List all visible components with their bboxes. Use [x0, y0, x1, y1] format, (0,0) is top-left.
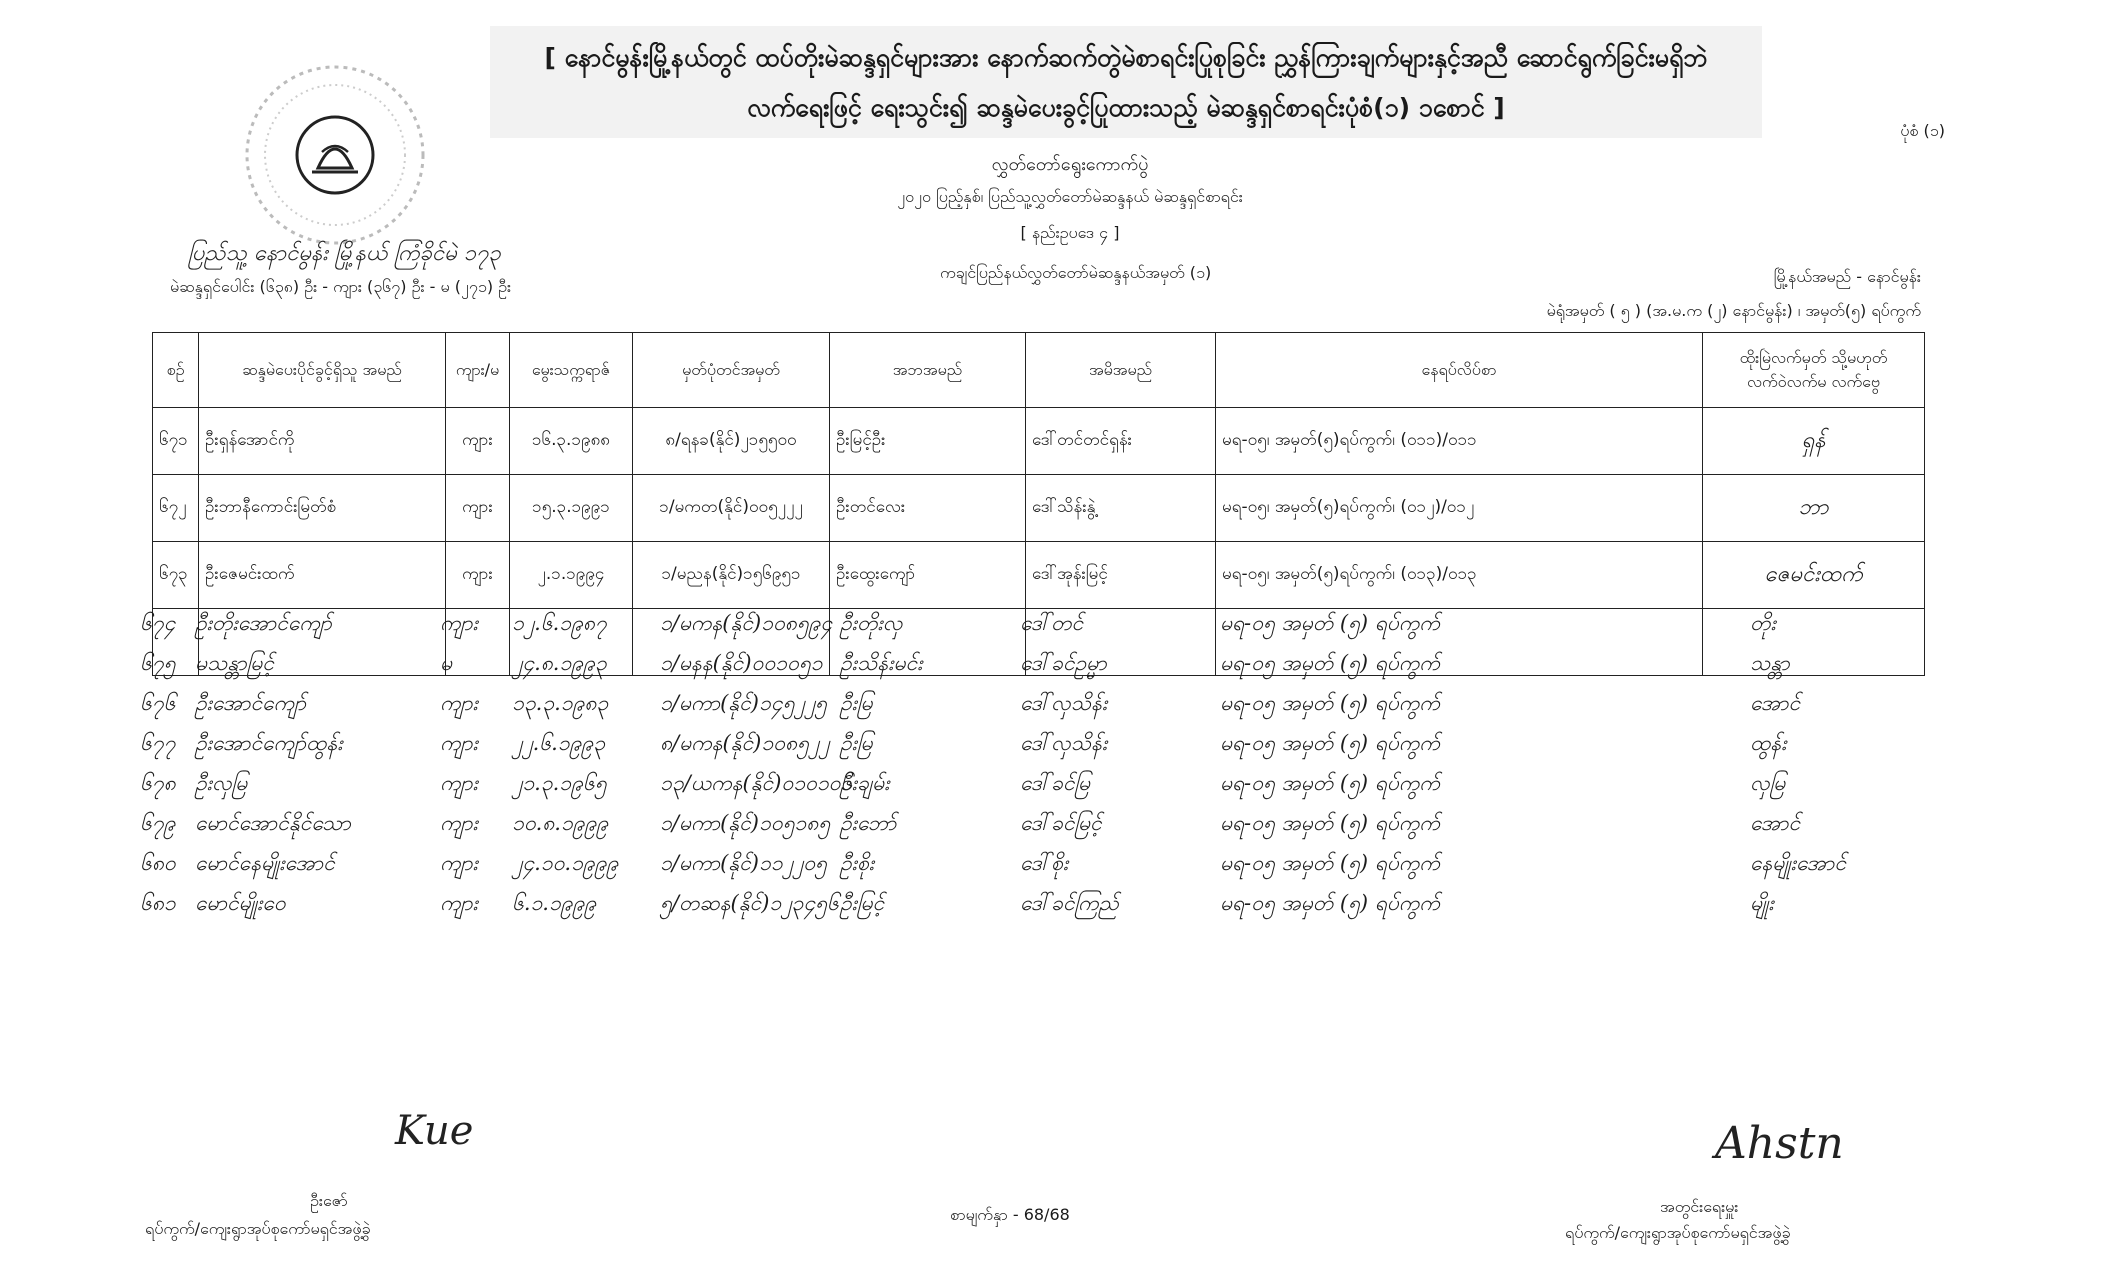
hw-serial: ၆၇၆ [140, 691, 176, 715]
right-signatory-title: ရပ်ကွက်/ကျေးရွာအုပ်စုကော်မရှင်အဖွဲ့ခွဲ [1565, 1223, 1791, 1242]
cell-gender: ကျား [446, 542, 510, 609]
banner-line-1: [ နောင်မွန်းမြို့နယ်တွင် ထပ်တိုးမဲဆန္ဒရှင်များအား နောက်ဆက်တွဲမဲစာရင်းပြုစုခြင်း ညွှန်ကြားချက်များနှင့်အညီ ဆောင်ရွက်ခြင်းမရှိဘဲ [544, 43, 1708, 72]
cell-mother: ဒေါ်တင်တင်ရှန်း [1026, 408, 1216, 475]
hw-signature: အောင် [1750, 811, 1801, 835]
cell-name: ဦးဘာနီကောင်းမြတ်စံ [199, 475, 446, 542]
right-signatory-name: အတွင်းရေးမှူး [1660, 1197, 1739, 1216]
hw-gender: ကျား [440, 811, 478, 835]
hw-gender: မ [440, 651, 452, 675]
hw-signature: အောင် [1750, 691, 1801, 715]
constituency: ကချင်ပြည်နယ်လွှတ်တော်မဲဆန္ဒနယ်အမှတ် (၁) [940, 263, 1212, 282]
hw-nrc: ၁/မကာ(နိုင်)၁၀၅၁၈၅ [660, 811, 831, 835]
cell-serial: ၆၇၁ [153, 408, 199, 475]
handwritten-row [140, 810, 1930, 850]
hw-father: ဦးသိန်းမင်း [840, 651, 923, 675]
header-address: နေရပ်လိပ်စာ [1216, 333, 1703, 408]
hw-serial: ၆၇၈ [140, 771, 176, 795]
header-father: အဘအမည် [830, 333, 1026, 408]
hw-address: မရ-၀၅ အမှတ် (၅) ရပ်ကွက် [1220, 891, 1440, 915]
cell-name: ဦးဇေမင်းထက် [199, 542, 446, 609]
handwritten-row [140, 650, 1930, 690]
hw-name: မောင်မျိုးဝေ [195, 891, 286, 915]
hw-mother: ဒေါ်ခင်ကြည် [1020, 891, 1119, 915]
header-gender: ကျား/မ [446, 333, 510, 408]
cell-dob: ၁၆.၃.၁၉၈၈ [510, 408, 633, 475]
hw-signature: ထွန်း [1750, 731, 1787, 755]
hw-mother: ဒေါ်စိုး [1020, 851, 1069, 875]
handwritten-row [140, 770, 1930, 810]
voter-totals: မဲဆန္ဒရှင်ပေါင်း (၆၃၈) ဦး - ကျား (၃၆၇) ဦး - မ (၂၇၁) ဦး [170, 277, 512, 296]
cell-nrc: ၈/ရနခ(နိုင်)၂၁၅၅၀၀ [633, 408, 830, 475]
hw-serial: ၆၇၇ [140, 731, 176, 755]
header-signature: ထိုးမြဲလက်မှတ် သို့မဟုတ် လက်ဝဲလက်မ လက်ဗွေ [1703, 333, 1925, 408]
banner-line-2: လက်ရေးဖြင့် ရေးသွင်း၍ ဆန္ဒမဲပေးခွင့်ပြုထားသည့် မဲဆန္ဒရှင်စာရင်းပုံစံ(၁) ၁စောင် ] [747, 93, 1505, 122]
hw-signature: လှမြ [1750, 771, 1786, 795]
cell-address: မရ-၀၅၊ အမှတ်(၅)ရပ်ကွက်၊ (၀၁၁)/၀၁၁ [1216, 408, 1703, 475]
header-name: ဆန္ဒမဲပေးပိုင်ခွင့်ရှိသူ အမည် [199, 333, 446, 408]
hw-signature: နေမျိုးအောင် [1750, 851, 1847, 875]
handwritten-row [140, 890, 1930, 930]
cell-signature: ရှန် [1703, 408, 1925, 475]
hw-gender: ကျား [440, 771, 478, 795]
hw-gender: ကျား [440, 611, 478, 635]
handwritten-row [140, 610, 1930, 650]
hw-mother: ဒေါ်တင် [1020, 611, 1084, 635]
township-name: မြို့နယ်အမည် - နောင်မွန်း [1773, 267, 1921, 286]
cell-dob: ၁၅.၃.၁၉၉၁ [510, 475, 633, 542]
header-mother: အမိအမည် [1026, 333, 1216, 408]
hw-address: မရ-၀၅ အမှတ် (၅) ရပ်ကွက် [1220, 851, 1440, 875]
official-seal [240, 60, 430, 250]
hw-dob: ၆.၁.၁၉၉၉ [512, 891, 597, 915]
hw-nrc: ၅/တဆန(နိုင်)၁၂၃၄၅၆ [660, 891, 839, 915]
hw-name: ဦးအောင်ကျော်ထွန်း [195, 731, 343, 755]
hw-father: ဦးချမ်း [840, 771, 890, 795]
hw-father: ဦးမြ [840, 731, 873, 755]
left-signatory-name: ဦးဇော် [310, 1191, 348, 1210]
hw-dob: ၂၁.၃.၁၉၆၅ [512, 771, 607, 795]
table-row [153, 475, 1925, 542]
hw-serial: ၆၇၅ [140, 651, 176, 675]
table-row [153, 408, 1925, 475]
hw-address: မရ-၀၅ အမှတ် (၅) ရပ်ကွက် [1220, 691, 1440, 715]
cell-signature: ဘာ [1703, 475, 1925, 542]
hw-mother: ဒေါ်လှသိန်း [1020, 691, 1108, 715]
title-banner [490, 26, 1762, 138]
hw-name: ဦးအောင်ကျော် [195, 691, 307, 715]
cell-nrc: ၁/မကတ(နိုင်)၀၀၅၂၂၂ [633, 475, 830, 542]
cell-serial: ၆၇၃ [153, 542, 199, 609]
hw-dob: ၂၄.၁၀.၁၉၉၉ [512, 851, 619, 875]
rule-reference: [ နည်းဥပဒေ ၄ ] [1020, 223, 1120, 242]
handwritten-row [140, 850, 1930, 890]
cell-father: ဦးတင်လေး [830, 475, 1026, 542]
hw-dob: ၂၄.၈.၁၉၉၃ [512, 651, 607, 675]
table-row [153, 542, 1925, 609]
header-nrc: မှတ်ပုံတင်အမှတ် [633, 333, 830, 408]
hw-gender: ကျား [440, 851, 478, 875]
hw-dob: ၁၃.၃.၁၉၈၃ [512, 691, 609, 715]
form-number: ပုံစံ (၁) [1900, 121, 1945, 140]
hw-nrc: ၈/မကန(နိုင်)၁၀၈၅၂၂ [660, 731, 830, 755]
hw-mother: ဒေါ်ခင်ဥမ္မာ [1020, 651, 1107, 675]
hw-gender: ကျား [440, 731, 478, 755]
cell-address: မရ-၀၅၊ အမှတ်(၅)ရပ်ကွက်၊ (၀၁၂)/၀၁၂ [1216, 475, 1703, 542]
cell-dob: ၂.၁.၁၉၉၄ [510, 542, 633, 609]
right-signature: Ahstn [1715, 1118, 1844, 1169]
cell-nrc: ၁/မညန(နိုင်)၁၅၆၉၅၁ [633, 542, 830, 609]
hw-serial: ၆၈၀ [140, 851, 176, 875]
hw-signature: တိုး [1750, 611, 1776, 635]
cell-serial: ၆၇၂ [153, 475, 199, 542]
hw-father: ဦးစိုး [840, 851, 875, 875]
hw-address: မရ-၀၅ အမှတ် (၅) ရပ်ကွက် [1220, 651, 1440, 675]
handwritten-row [140, 690, 1930, 730]
hw-nrc: ၁/မကာ(နိုင်)၁၄၅၂၂၅ [660, 691, 827, 715]
hw-father: ဦးမြင့် [840, 891, 885, 915]
hw-father: ဦးမြ [840, 691, 873, 715]
hw-address: မရ-၀၅ အမှတ် (၅) ရပ်ကွက် [1220, 771, 1440, 795]
header-serial: စဉ် [153, 333, 199, 408]
header-dob: မွေးသက္ကရာဇ် [510, 333, 633, 408]
hw-address: မရ-၀၅ အမှတ် (၅) ရပ်ကွက် [1220, 811, 1440, 835]
hw-dob: ၁၂.၆.၁၉၈၇ [512, 611, 607, 635]
hw-name: မောင်နေမျိုးအောင် [195, 851, 335, 875]
left-signature: Kue [395, 1108, 474, 1154]
seal-emblem-icon [240, 60, 430, 250]
hw-signature: သန္တာ [1750, 651, 1790, 675]
handwritten-header-note: ပြည်သူ့ နောင်မွန်း မြို့နယ် ကြံခိုင်မဲ ၁၇၃ [188, 241, 501, 266]
cell-mother: ဒေါ်အုန်းမြင့် [1026, 542, 1216, 609]
hw-mother: ဒေါ်လှသိန်း [1020, 731, 1108, 755]
left-signatory-title: ရပ်ကွက်/ကျေးရွာအုပ်စုကော်မရှင်အဖွဲ့ခွဲ [145, 1219, 371, 1238]
hw-nrc: ၁၃/ယကန(နိုင်)၀၁၀၁၀၆ [660, 771, 853, 795]
table-header-row [153, 333, 1925, 408]
cell-gender: ကျား [446, 408, 510, 475]
hw-serial: ၆၇၉ [140, 811, 176, 835]
hw-dob: ၂၂.၆.၁၉၉၃ [512, 731, 606, 755]
hw-father: ဦးဘော် [840, 811, 897, 835]
hw-gender: ကျား [440, 891, 478, 915]
hw-father: ဦးတိုးလှ [840, 611, 903, 635]
cell-signature: ဇေမင်းထက် [1703, 542, 1925, 609]
hw-name: ဦးတိုးအောင်ကျော် [195, 611, 332, 635]
hw-serial: ၆၈၁ [140, 891, 176, 915]
hw-signature: မျိုး [1750, 891, 1774, 915]
hw-mother: ဒေါ်ခင်မြ [1020, 771, 1090, 795]
hw-dob: ၁၀.၈.၁၉၉၉ [512, 811, 609, 835]
hw-mother: ဒေါ်ခင်မြင့် [1020, 811, 1102, 835]
cell-gender: ကျား [446, 475, 510, 542]
cell-name: ဦးရှန်အောင်ကို [199, 408, 446, 475]
handwritten-row [140, 730, 1930, 770]
hw-address: မရ-၀၅ အမှတ် (၅) ရပ်ကွက် [1220, 731, 1440, 755]
election-title: လွှတ်တော်ရွေးကောက်ပွဲ [991, 154, 1149, 175]
cell-mother: ဒေါ်သိန်းနွဲ့ [1026, 475, 1216, 542]
hw-gender: ကျား [440, 691, 478, 715]
cell-father: ဦးမြင့်ဦး [830, 408, 1026, 475]
election-subtitle: ၂၀၂၀ ပြည့်နှစ်၊ ပြည်သူ့လွှတ်တော်မဲဆန္ဒနယ် မဲဆန္ဒရှင်စာရင်း [897, 187, 1243, 206]
hw-name: မသန္တာမြင့် [195, 651, 274, 675]
cell-address: မရ-၀၅၊ အမှတ်(၅)ရပ်ကွက်၊ (၀၁၃)/၀၁၃ [1216, 542, 1703, 609]
hw-serial: ၆၇၄ [140, 611, 176, 635]
hw-address: မရ-၀၅ အမှတ် (၅) ရပ်ကွက် [1220, 611, 1440, 635]
hw-name: မောင်အောင်နိုင်သော [195, 811, 351, 835]
polling-station: မဲရုံအမှတ် ( ၅ ) (အ.မ.က (၂) နောင်မွန်း) ၊ အမှတ်(၅) ရပ်ကွက် [1546, 301, 1921, 320]
hw-nrc: ၁/မကာ(နိုင်)၁၁၂၂၀၅ [660, 851, 827, 875]
hw-nrc: ၁/မကန(နိုင်)၁၀၈၅၉၄ [660, 611, 833, 635]
cell-father: ဦးထွေးကျော် [830, 542, 1026, 609]
hw-nrc: ၁/မနန(နိုင်)၀၀၁၀၅၁ [660, 651, 823, 675]
hw-name: ဦးလှမြ [195, 771, 248, 795]
page-number: စာမျက်နှာ - 68/68 [950, 1205, 1070, 1224]
